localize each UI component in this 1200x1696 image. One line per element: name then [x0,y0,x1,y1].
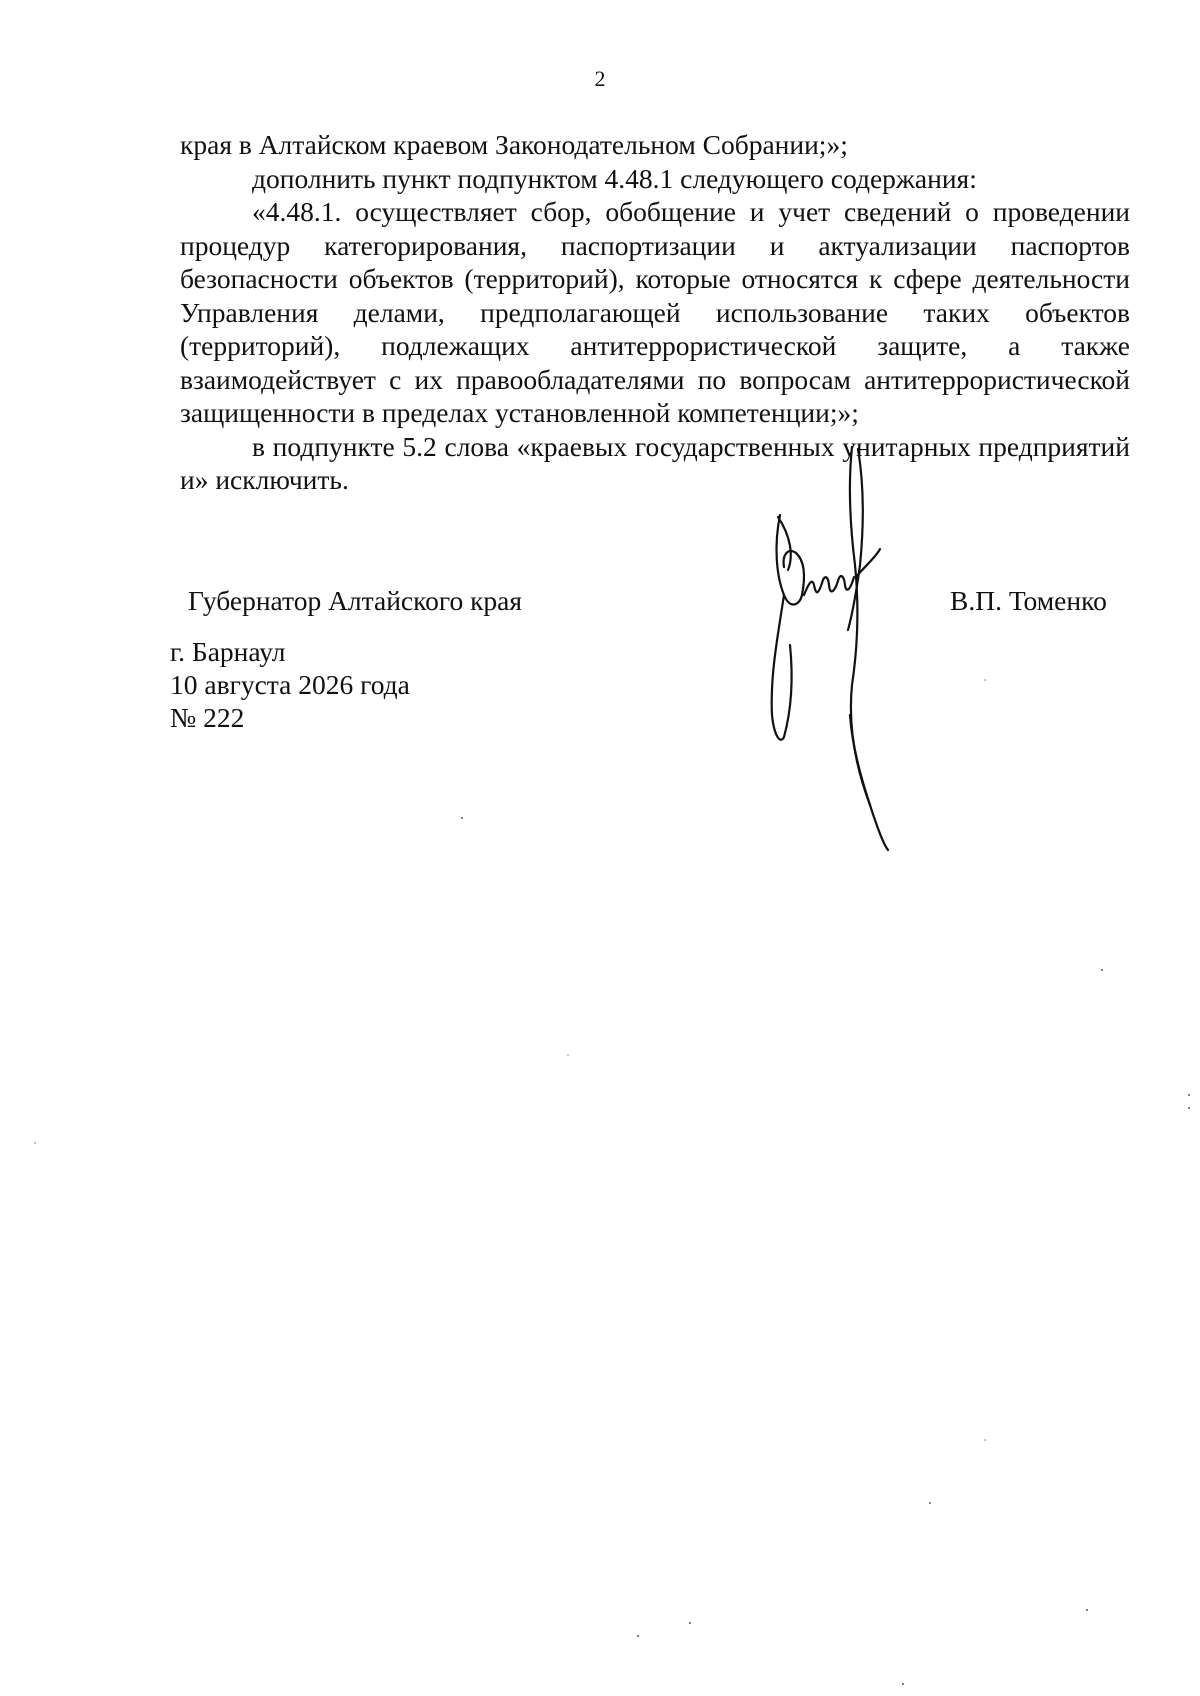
paragraph-exclusion: в подпункте 5.2 слова «краевых государственных унитарных предприятий и» исключить. [180,430,1130,495]
page-number: 2 [594,66,606,91]
paragraph-add-subclause: дополнить пункт подпунктом 4.48.1 следующего содержания: [252,162,977,194]
date: 10 августа 2026 года [170,669,410,700]
handwritten-signature [760,445,920,855]
signatory-name: В.П. Томенко [950,585,1107,616]
document-body [180,128,1130,497]
paragraph-continuation: края в Алтайском краевом Законодательном Собрании;»; [180,129,848,160]
signatory-title: Губернатор Алтайского края [188,585,523,616]
document-number: № 222 [170,702,245,733]
place-date-number [170,635,410,734]
city: г. Барнаул [170,636,286,667]
paragraph-subclause-text: «4.48.1. осуществляет сбор, обобщение и учет сведений о проведении процедур категорирования, паспортизации и актуализации паспортов безопасности объектов (территорий), которые относятся к сфере деятельности Управления делами, предполагающей использование таких объектов (территорий), подлежащих антитеррористической защите, а также взаимодействует с их правообладателями по вопросам антитеррористической защищенности в пределах установленной компетенции;»; [180,196,1130,428]
